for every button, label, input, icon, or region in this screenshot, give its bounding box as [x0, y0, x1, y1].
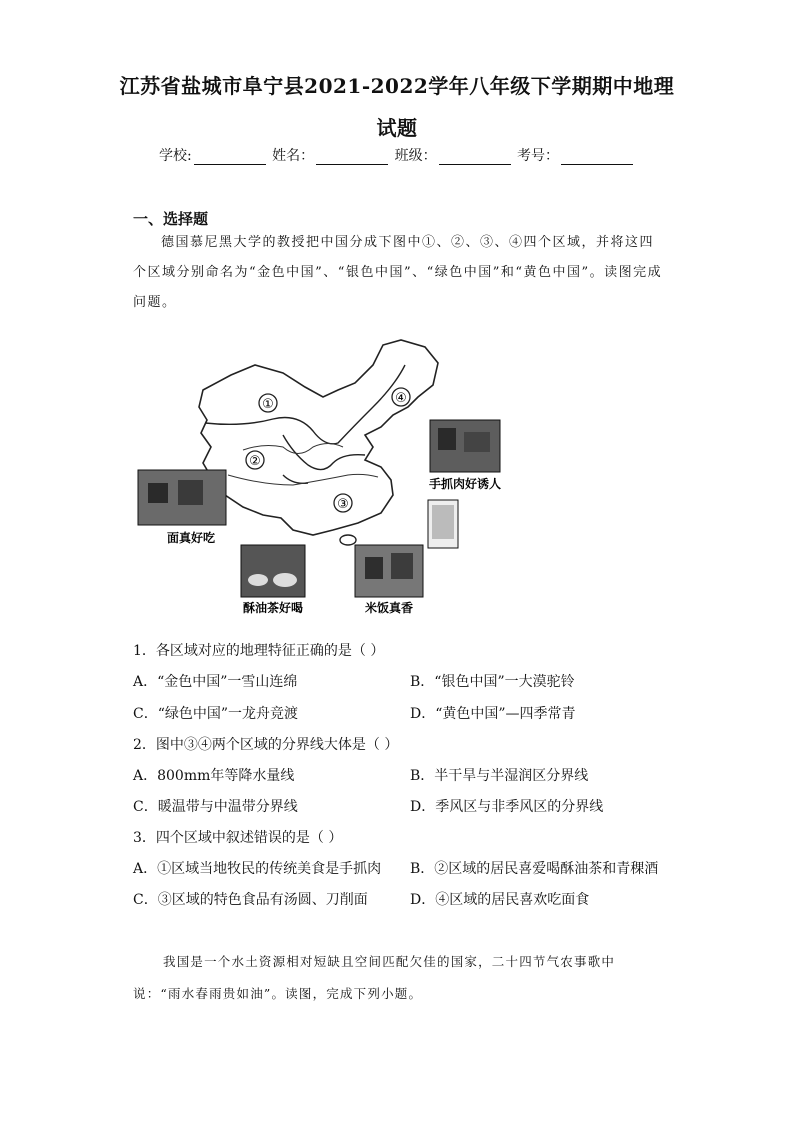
china-region-map	[133, 335, 473, 620]
question-2-option-b[interactable]: B．半干旱与半湿润区分界线	[410, 768, 589, 784]
question-2-option-d[interactable]: D．季风区与非季风区的分界线	[410, 799, 604, 815]
exam-title-line2: 试题	[376, 116, 418, 140]
photo-meat-figure	[428, 418, 508, 498]
school-label: 学校:	[158, 148, 192, 164]
number-blank[interactable]	[561, 151, 633, 165]
question-2-stem: 2．图中③④两个区域的分界线大体是（ ）	[133, 737, 399, 753]
question-3-option-b[interactable]: B．②区域的居民喜爱喝酥油茶和青稞酒	[410, 861, 659, 877]
region-marker-4	[392, 388, 410, 406]
question-3-option-d[interactable]: D．④区域的居民喜欢吃面食	[410, 892, 590, 908]
class-blank[interactable]	[439, 151, 511, 165]
school-blank[interactable]	[194, 151, 266, 165]
question-1-option-b[interactable]: B．“银色中国”一大漠驼铃	[410, 674, 575, 690]
question-1-option-c[interactable]: C．“绿色中国”一龙舟竞渡	[133, 706, 299, 722]
student-info-row	[0, 145, 794, 165]
exam-title-line1: 江苏省盐城市阜宁县2021-2022学年八年级下学期期中地理	[119, 74, 675, 98]
class-label: 班级：	[394, 148, 437, 164]
question-3-stem: 3．四个区域中叙述错误的是（ ）	[133, 830, 343, 846]
question-2-option-c[interactable]: C．暖温带与中温带分界线	[133, 799, 298, 815]
label-butter-tea: 酥油茶好喝	[242, 601, 304, 615]
number-label: 考号：	[517, 148, 560, 164]
question-1-option-a[interactable]: A．“金色中国”一雪山连绵	[133, 674, 298, 690]
label-noodles: 面真好吃	[166, 531, 216, 545]
name-blank[interactable]	[316, 151, 388, 165]
svg-text:②: ②	[249, 454, 261, 469]
section-heading: 一、选择题	[133, 210, 209, 228]
photo-butter-tea	[241, 545, 305, 597]
question-1-stem: 1．各区域对应的地理特征正确的是（ ）	[133, 643, 385, 659]
label-rice: 米饭真香	[364, 601, 414, 615]
question-2-option-a[interactable]: A．800mm年等降水量线	[133, 768, 295, 784]
intro-paragraph: 德国慕尼黑大学的教授把中国分成下图中①、②、③、④四个区域，并将这四个区域分别命名为“金色中国”、“银色中国”、“绿色中国”和“黄色中国”。读图完成问题。	[133, 235, 663, 310]
svg-text:③: ③	[337, 497, 349, 512]
region-marker-1	[259, 394, 277, 412]
name-label: 姓名：	[272, 148, 315, 164]
region-marker-3	[334, 494, 352, 512]
question-3-option-a[interactable]: A．①区域当地牧民的传统美食是手抓肉	[133, 861, 382, 877]
svg-text:④: ④	[395, 391, 407, 406]
boundary-line-3	[283, 475, 308, 483]
boundary-line-1	[205, 365, 405, 444]
closing-paragraph: 我国是一个水土资源相对短缺且空间匹配欠佳的国家，二十四节气农事歌中说：“雨水春雨贵如油”。读图，完成下列小题。	[133, 954, 616, 1001]
boundary-line-2	[283, 435, 365, 470]
svg-text:①: ①	[262, 397, 274, 412]
map-svg	[133, 335, 473, 620]
label-meat: 手抓肉好诱人	[428, 477, 502, 491]
question-3-option-c[interactable]: C．③区域的特色食品有汤圆、刀削面	[133, 892, 368, 908]
yangtze-river	[228, 474, 378, 485]
region-marker-2	[246, 451, 264, 469]
hainan-island	[340, 535, 356, 545]
question-1-option-d[interactable]: D．“黄色中国”—四季常青	[410, 706, 576, 722]
